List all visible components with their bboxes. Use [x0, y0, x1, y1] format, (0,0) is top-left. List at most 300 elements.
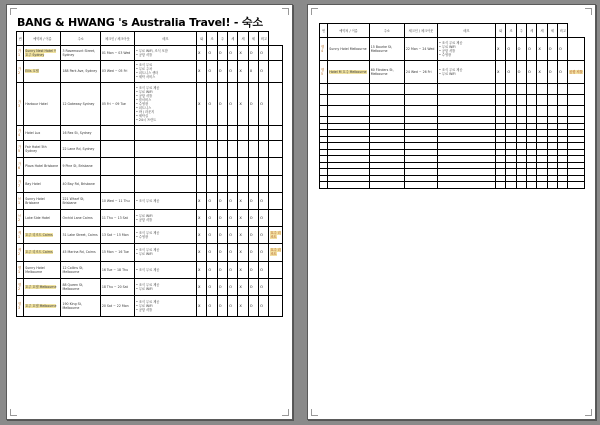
- memo-line: • 조식 무료 제공: [135, 267, 160, 272]
- lodging-address: 9 Pine St, Brisbane: [61, 158, 100, 175]
- amenity-mark: O: [259, 295, 269, 317]
- empty-cell: [369, 106, 404, 117]
- memo-line: • 피트니스: [135, 105, 152, 110]
- lodging-name: [24, 175, 61, 192]
- memo-cell: [438, 38, 496, 61]
- table-header-cell: 세: [537, 24, 547, 38]
- row-number: 케 1: [17, 227, 24, 244]
- amenity-mark: X: [238, 82, 248, 126]
- table-row: [17, 141, 283, 158]
- table-row: [320, 38, 585, 61]
- amenity-mark: O: [217, 295, 227, 317]
- memo-cell: [134, 175, 196, 192]
- memo-line: • 무료 WiFi: [135, 252, 153, 257]
- empty-cell: [495, 95, 505, 106]
- lodging-address: 60 Flinders St, Melbourne: [369, 61, 404, 84]
- memo-line: • 공항 셔틀: [439, 49, 456, 53]
- empty-cell: [568, 84, 585, 95]
- table-header-cell: 와: [197, 32, 207, 46]
- amenity-mark: X: [197, 192, 207, 209]
- amenity-mark: O: [248, 209, 258, 226]
- amenity-mark: O: [207, 61, 217, 83]
- amenity-mark: X: [197, 244, 207, 261]
- amenity-mark: [248, 141, 258, 158]
- amenity-mark: O: [516, 61, 526, 84]
- lodging-address: 188 Park Ave, Sydney: [61, 61, 100, 83]
- memo-line: • 공항 셔틀: [135, 53, 153, 57]
- amenity-mark: O: [527, 61, 537, 84]
- lodging-name: [24, 82, 61, 126]
- amenity-mark: O: [207, 227, 217, 244]
- table-header-cell: 조: [207, 32, 217, 46]
- amenity-mark: O: [207, 278, 217, 295]
- lodging-address: 190 King St, Melbourne: [61, 295, 100, 317]
- amenity-mark: O: [228, 46, 238, 61]
- note-cell: [269, 61, 283, 83]
- memo-line: • 공항 셔틀: [135, 308, 153, 313]
- lodging-name-text: Plaza Hotel Brisbane: [25, 164, 59, 169]
- note-cell: [269, 209, 283, 226]
- table-header-cell: 예약처 / 이름: [328, 24, 369, 38]
- empty-cell: [537, 84, 547, 95]
- empty-cell: [527, 106, 537, 117]
- amenity-mark: X: [238, 46, 248, 61]
- note-cell: [269, 126, 283, 141]
- amenity-mark: [238, 126, 248, 141]
- row-number: 멜 4: [320, 38, 328, 61]
- table-row: [17, 278, 283, 295]
- document-page-2: [307, 4, 596, 420]
- amenity-mark: X: [197, 61, 207, 83]
- row-number: 가 6: [17, 158, 24, 175]
- memo-cell: [438, 61, 496, 84]
- empty-cell: [320, 95, 328, 106]
- memo-line: • 조식 무료 제공: [439, 68, 463, 72]
- empty-cell: [369, 182, 404, 189]
- empty-cell: [438, 84, 496, 95]
- table-header-cell: 세: [228, 32, 238, 46]
- amenity-mark: X: [238, 192, 248, 209]
- row-number: 브 1: [17, 192, 24, 209]
- amenity-mark: X: [197, 227, 207, 244]
- memo-line: • 무료 WiFi, 조식 포함: [135, 49, 168, 53]
- amenity-mark: O: [259, 278, 269, 295]
- amenity-mark: O: [248, 192, 258, 209]
- lodging-address: 40 Bay Rd, Brisbane: [61, 175, 100, 192]
- stay-dates: [100, 158, 134, 175]
- amenity-mark: O: [259, 227, 269, 244]
- amenity-mark: X: [238, 261, 248, 278]
- table-row: [17, 126, 283, 141]
- memo-line: • 조식 무료 제공: [135, 282, 160, 287]
- empty-cell: [547, 182, 557, 189]
- amenity-mark: X: [238, 227, 248, 244]
- memo-cell: [134, 227, 196, 244]
- memo-line: • 공항 셔틀: [135, 218, 153, 223]
- crop-mark: [282, 409, 289, 416]
- amenity-mark: O: [228, 82, 238, 126]
- amenity-mark: [207, 126, 217, 141]
- lodging-name: [24, 61, 61, 83]
- lodging-name-text: Sunny Hotel Brisbane: [25, 196, 45, 205]
- memo-line: • 세탁 서비스: [135, 75, 156, 80]
- row-number: 멜 1: [17, 261, 24, 278]
- stay-dates: 18 Thu ~ 20 Sat: [100, 278, 134, 295]
- stay-dates: [100, 141, 134, 158]
- amenity-mark: O: [248, 227, 258, 244]
- table-header-cell: 주: [217, 32, 227, 46]
- amenity-mark: O: [207, 209, 217, 226]
- empty-cell: [558, 84, 568, 95]
- lodging-address: Orchid Lane Cairns: [61, 209, 100, 226]
- memo-line: • 수영장: [135, 101, 149, 106]
- amenity-mark: O: [259, 46, 269, 61]
- amenity-mark: O: [217, 227, 227, 244]
- memo-line: • 수영장: [439, 53, 452, 57]
- amenity-mark: O: [217, 244, 227, 261]
- memo-line: • 공항 셔틀: [135, 93, 153, 98]
- amenity-mark: X: [495, 61, 505, 84]
- note-cell: [269, 295, 283, 317]
- amenity-mark: O: [228, 295, 238, 317]
- table-row: [17, 261, 283, 278]
- amenity-mark: O: [527, 38, 537, 61]
- amenity-mark: [197, 141, 207, 158]
- empty-table-row: [320, 84, 585, 95]
- row-number: 가 4: [17, 126, 24, 141]
- note-cell: [269, 244, 283, 261]
- amenity-mark: [248, 126, 258, 141]
- amenity-mark: X: [238, 295, 248, 317]
- note-cell: [568, 61, 585, 84]
- memo-line: • 조식 무료 제공: [135, 198, 160, 203]
- crop-mark: [10, 8, 17, 15]
- amenity-mark: [197, 175, 207, 192]
- memo-line: • 무료 WiFi: [135, 214, 153, 219]
- amenity-mark: O: [558, 38, 568, 61]
- table-row: [17, 158, 283, 175]
- amenity-mark: [217, 126, 227, 141]
- table-header-cell: 주: [516, 24, 526, 38]
- empty-cell: [516, 84, 526, 95]
- amenity-mark: X: [197, 46, 207, 61]
- table-header-cell: 체크인 / 체크아웃: [404, 24, 437, 38]
- document-page-1: [6, 4, 293, 420]
- row-number: 멜 3: [17, 295, 24, 317]
- amenity-mark: O: [207, 192, 217, 209]
- empty-cell: [537, 182, 547, 189]
- empty-cell: [438, 106, 496, 117]
- amenity-mark: X: [197, 82, 207, 126]
- stay-dates: 22 Mon ~ 24 Wed: [404, 38, 437, 61]
- table-header-cell: 예약처 / 이름: [24, 32, 61, 46]
- table-header-cell: 비고: [558, 24, 568, 38]
- amenity-mark: O: [259, 192, 269, 209]
- amenity-mark: O: [228, 209, 238, 226]
- lodging-name: [24, 46, 61, 61]
- amenity-mark: O: [259, 209, 269, 226]
- lodging-address: 12 Gateway Sydney: [61, 82, 100, 126]
- lodging-name: [24, 295, 61, 317]
- amenity-mark: O: [228, 61, 238, 83]
- amenity-mark: O: [248, 261, 258, 278]
- amenity-mark: O: [259, 244, 269, 261]
- amenity-mark: [228, 126, 238, 141]
- amenity-mark: O: [228, 261, 238, 278]
- amenity-mark: O: [217, 261, 227, 278]
- amenity-mark: X: [238, 278, 248, 295]
- empty-cell: [527, 95, 537, 106]
- amenity-mark: O: [248, 244, 258, 261]
- crop-mark: [282, 8, 289, 15]
- memo-line: • 무료 WiFi: [135, 286, 153, 291]
- lodging-address: 15 Bourke St, Melbourne: [369, 38, 404, 61]
- table-header-cell: 체크인 / 체크아웃: [100, 32, 134, 46]
- memo-cell: [134, 158, 196, 175]
- lodging-table-page-2: [319, 23, 585, 189]
- note-text: 호주 리조트: [270, 231, 281, 240]
- empty-cell: [404, 182, 437, 189]
- amenity-mark: X: [197, 261, 207, 278]
- note-cell: [269, 175, 283, 192]
- row-number: 브 2: [17, 209, 24, 226]
- memo-cell: [134, 192, 196, 209]
- memo-line: • 무료 주차: [135, 67, 153, 72]
- table-header-row: [320, 24, 585, 38]
- table-header-cell: 주소: [369, 24, 404, 38]
- note-cell: [269, 278, 283, 295]
- empty-cell: [568, 106, 585, 117]
- empty-cell: [506, 106, 516, 117]
- note-cell: [269, 82, 283, 126]
- amenity-mark: O: [248, 82, 258, 126]
- memo-line: • 세탁실: [135, 113, 149, 118]
- table-header-cell: 세: [547, 24, 557, 38]
- amenity-mark: O: [217, 209, 227, 226]
- note-text: 공항 셔틀: [569, 70, 583, 74]
- empty-cell: [547, 106, 557, 117]
- lodging-name-text: Sunny Hotel Melbourne: [25, 265, 45, 274]
- memo-line: • 무료 WiFi: [135, 304, 153, 309]
- empty-cell: [506, 95, 516, 106]
- amenity-mark: [238, 141, 248, 158]
- note-cell: [269, 192, 283, 209]
- empty-cell: [328, 106, 369, 117]
- stay-dates: 16 Tue ~ 18 Thu: [100, 261, 134, 278]
- memo-cell: [134, 261, 196, 278]
- stay-dates: 05 Fri ~ 09 Tue: [100, 82, 134, 126]
- empty-cell: [495, 182, 505, 189]
- row-number: 케 2: [17, 244, 24, 261]
- lodging-name: [24, 261, 61, 278]
- amenity-mark: X: [537, 61, 547, 84]
- table-row: [17, 244, 283, 261]
- stay-dates: [100, 126, 134, 141]
- memo-cell: [134, 82, 196, 126]
- lodging-name: [24, 244, 61, 261]
- amenity-mark: X: [197, 278, 207, 295]
- empty-cell: [328, 182, 369, 189]
- lodging-name: [24, 141, 61, 158]
- lodging-name-text: 호주 호텔 Melbourne: [25, 304, 57, 309]
- row-number: 멜 2: [17, 278, 24, 295]
- memo-cell: [134, 61, 196, 83]
- table-row: [320, 61, 585, 84]
- empty-cell: [495, 106, 505, 117]
- memo-line: • 무료 WiFi: [439, 72, 456, 76]
- memo-cell: [134, 209, 196, 226]
- table-header-cell: 세: [527, 24, 537, 38]
- row-number: 멜 5: [320, 61, 328, 84]
- memo-line: • 24시 프런트: [135, 117, 157, 122]
- amenity-mark: O: [228, 192, 238, 209]
- lodging-address: 45 Marina Rd, Cairns: [61, 244, 100, 261]
- amenity-mark: [228, 175, 238, 192]
- amenity-mark: O: [248, 278, 258, 295]
- table-header-cell: 주소: [61, 32, 100, 46]
- lodging-name-text: Sunny Nest Hotel Y 호주 Sydney: [25, 49, 56, 57]
- lodging-name-text: Bay Hotel: [25, 181, 41, 186]
- empty-cell: [438, 95, 496, 106]
- memo-line: • 조식 무료 제공: [135, 300, 160, 305]
- table-header-cell: 세: [248, 32, 258, 46]
- lodging-name: [24, 192, 61, 209]
- amenity-mark: O: [217, 61, 227, 83]
- memo-line: • 무료 WiFi: [135, 89, 153, 94]
- table-header-cell: 와: [495, 24, 505, 38]
- row-number: 가 5: [17, 141, 24, 158]
- lodging-name-text: Ellis 호텔: [25, 69, 39, 74]
- amenity-mark: [197, 158, 207, 175]
- amenity-mark: O: [506, 38, 516, 61]
- stay-dates: 01 Mon ~ 03 Wed: [100, 46, 134, 61]
- amenity-mark: [259, 158, 269, 175]
- empty-cell: [369, 95, 404, 106]
- amenity-mark: [259, 126, 269, 141]
- empty-cell: [558, 106, 568, 117]
- empty-cell: [516, 95, 526, 106]
- lodging-name: [328, 61, 369, 84]
- empty-cell: [320, 106, 328, 117]
- lodging-name: [328, 38, 369, 61]
- amenity-mark: O: [547, 61, 557, 84]
- memo-line: • 룸서비스: [135, 97, 152, 102]
- amenity-mark: X: [537, 38, 547, 61]
- table-row: [17, 46, 283, 61]
- empty-table-row: [320, 95, 585, 106]
- amenity-mark: X: [238, 61, 248, 83]
- amenity-mark: [228, 158, 238, 175]
- lodging-table-page-1: [16, 31, 283, 317]
- stay-dates: 15 Mon ~ 16 Tue: [100, 244, 134, 261]
- row-number: 가 2: [17, 61, 24, 83]
- amenity-mark: O: [228, 227, 238, 244]
- empty-cell: [516, 182, 526, 189]
- table-header-cell: 세: [238, 32, 248, 46]
- amenity-mark: [238, 175, 248, 192]
- amenity-mark: [217, 141, 227, 158]
- lodging-name-text: 호주 리조트 Cairns: [25, 233, 53, 238]
- memo-line: • 조식 무료 제공: [439, 41, 463, 45]
- amenity-mark: O: [207, 46, 217, 61]
- memo-cell: [134, 46, 196, 61]
- memo-cell: [134, 244, 196, 261]
- amenity-mark: O: [248, 295, 258, 317]
- memo-cell: [134, 141, 196, 158]
- amenity-mark: O: [228, 278, 238, 295]
- amenity-mark: O: [506, 61, 516, 84]
- memo-line: • 조식 무료 제공: [135, 248, 160, 253]
- empty-cell: [320, 84, 328, 95]
- empty-cell: [404, 84, 437, 95]
- note-cell: [269, 261, 283, 278]
- stay-dates: 03 Wed ~ 05 Fri: [100, 61, 134, 83]
- lodging-name-text: Harbour Hotel: [25, 101, 48, 106]
- amenity-mark: [259, 141, 269, 158]
- amenity-mark: O: [259, 82, 269, 126]
- amenity-mark: O: [248, 46, 258, 61]
- amenity-mark: O: [207, 295, 217, 317]
- lodging-address: 221 Wharf St, Brisbane: [61, 192, 100, 209]
- empty-cell: [568, 182, 585, 189]
- table-header-cell: 메모: [438, 24, 496, 38]
- amenity-mark: O: [217, 82, 227, 126]
- memo-line: • 수영장: [135, 235, 149, 240]
- empty-cell: [320, 182, 328, 189]
- empty-cell: [537, 95, 547, 106]
- lodging-name-text: Sunny Hotel Melbourne: [329, 47, 367, 51]
- amenity-mark: X: [495, 38, 505, 61]
- empty-cell: [328, 84, 369, 95]
- table-row: [17, 61, 283, 83]
- empty-table-row: [320, 182, 585, 189]
- memo-line: • 피트니스 센터: [135, 71, 159, 76]
- lodging-address: 3 Rosemount Street, Sydney: [61, 46, 100, 61]
- crop-mark: [311, 409, 318, 416]
- table-header-row: [17, 32, 283, 46]
- empty-cell: [568, 95, 585, 106]
- table-row: [17, 209, 283, 226]
- row-number: 가 7: [17, 175, 24, 192]
- memo-line: • 조식 무료: [135, 63, 153, 68]
- amenity-mark: O: [259, 261, 269, 278]
- amenity-mark: O: [217, 192, 227, 209]
- empty-cell: [506, 182, 516, 189]
- lodging-name-text: 호주 리조트 Cairns: [25, 250, 53, 255]
- lodging-address: 22 Lane Rd, Sydney: [61, 141, 100, 158]
- amenity-mark: [207, 175, 217, 192]
- empty-cell: [404, 95, 437, 106]
- note-text: 호주 리조트: [270, 248, 281, 257]
- stay-dates: 24 Wed ~ 26 Fri: [404, 61, 437, 84]
- amenity-mark: [228, 141, 238, 158]
- document-title: BANG & HWANG 's Australia Travel! - 숙소: [17, 16, 263, 29]
- table-header-cell: 비고: [259, 32, 269, 46]
- amenity-mark: O: [516, 38, 526, 61]
- crop-mark: [311, 8, 318, 15]
- amenity-mark: [217, 175, 227, 192]
- row-number: 가 1: [17, 46, 24, 61]
- empty-table-row: [320, 106, 585, 117]
- empty-cell: [547, 95, 557, 106]
- lodging-address: 12 Collins St, Melbourne: [61, 261, 100, 278]
- note-cell: [269, 141, 283, 158]
- note-cell: [269, 158, 283, 175]
- amenity-mark: X: [238, 244, 248, 261]
- empty-cell: [516, 106, 526, 117]
- amenity-mark: [248, 175, 258, 192]
- lodging-address: 16 Rex St, Sydney: [61, 126, 100, 141]
